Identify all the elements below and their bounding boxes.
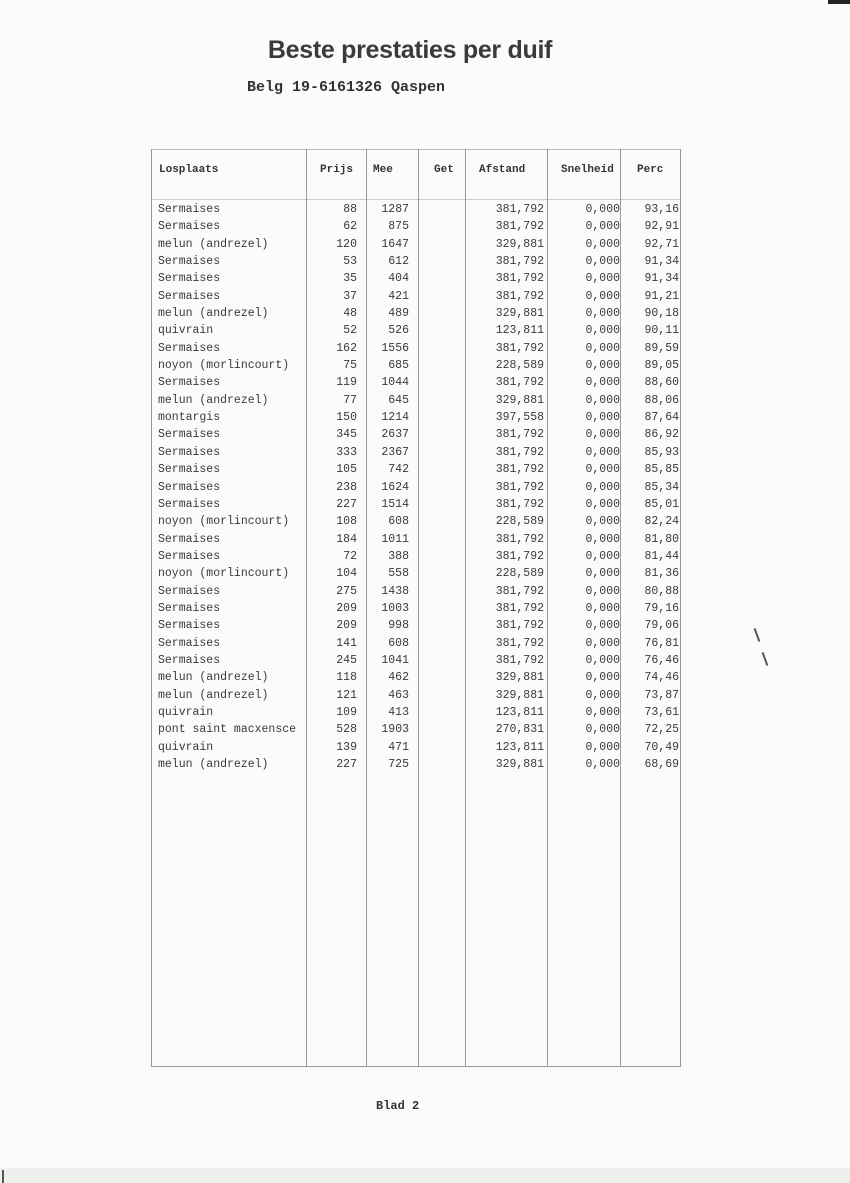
cell-snelheid: 0,000 xyxy=(585,740,620,754)
cell-perc: 80,88 xyxy=(644,584,679,598)
page-title: Beste prestaties per duif xyxy=(267,36,553,64)
pen-mark xyxy=(762,652,769,666)
cell-perc: 91,21 xyxy=(644,289,679,303)
cell-afstand: 228,589 xyxy=(495,567,544,581)
cell-losplaats: Sermaises xyxy=(158,376,221,390)
cell-losplaats: pont saint macxensce xyxy=(158,723,297,737)
cell-mee: 2367 xyxy=(381,445,409,459)
cell-afstand: 381,792 xyxy=(495,255,544,269)
table-row xyxy=(151,706,681,723)
cell-afstand: 381,792 xyxy=(495,463,544,477)
cell-snelheid: 0,000 xyxy=(585,671,620,685)
cell-snelheid: 0,000 xyxy=(585,688,620,702)
header-afstand: Afstand xyxy=(479,164,526,176)
cell-losplaats: Sermaises xyxy=(158,203,221,216)
cell-snelheid: 0,000 xyxy=(585,705,620,719)
cell-perc: 76,46 xyxy=(644,653,679,667)
table-row xyxy=(151,307,681,324)
cell-losplaats: melun (andrezel) xyxy=(158,671,269,685)
cell-mee: 1624 xyxy=(381,480,409,494)
cell-afstand: 381,792 xyxy=(495,619,544,633)
cell-afstand: 381,792 xyxy=(495,445,544,459)
cell-snelheid: 0,000 xyxy=(585,289,620,303)
cell-snelheid: 0,000 xyxy=(585,411,620,425)
cell-losplaats: noyon (morlincourt) xyxy=(158,515,290,529)
cell-prijs: 75 xyxy=(343,359,357,373)
table-row xyxy=(151,498,681,515)
header-mee: Mee xyxy=(373,164,393,176)
cell-prijs: 139 xyxy=(336,740,357,754)
cell-afstand: 329,881 xyxy=(495,393,544,407)
cell-afstand: 329,881 xyxy=(495,237,544,251)
cell-snelheid: 0,000 xyxy=(585,324,620,338)
cell-mee: 645 xyxy=(388,393,409,407)
cell-perc: 68,69 xyxy=(644,758,679,771)
cell-prijs: 150 xyxy=(336,411,357,425)
cell-prijs: 184 xyxy=(336,532,357,546)
cell-losplaats: quivrain xyxy=(158,705,214,719)
pigeon-id-subtitle: Belg 19-6161326 Qaspen xyxy=(247,79,446,96)
cell-prijs: 209 xyxy=(336,619,357,633)
cell-snelheid: 0,000 xyxy=(585,549,620,563)
cell-mee: 1041 xyxy=(381,653,409,667)
cell-mee: 489 xyxy=(388,307,409,321)
cell-prijs: 333 xyxy=(336,445,357,459)
cell-mee: 463 xyxy=(388,688,409,702)
cell-losplaats: Sermaises xyxy=(158,289,221,303)
cell-mee: 558 xyxy=(388,567,409,581)
cell-losplaats: Sermaises xyxy=(158,584,221,598)
cell-mee: 1044 xyxy=(381,376,409,390)
cell-afstand: 381,792 xyxy=(495,584,544,598)
cell-perc: 79,06 xyxy=(644,619,679,633)
cell-perc: 72,25 xyxy=(644,723,679,737)
header-prijs: Prijs xyxy=(320,164,354,176)
cell-losplaats: Sermaises xyxy=(158,463,221,477)
cell-prijs: 245 xyxy=(336,653,357,667)
cell-perc: 89,59 xyxy=(644,341,679,355)
cell-perc: 88,60 xyxy=(644,376,679,390)
cell-mee: 2637 xyxy=(381,428,409,442)
header-get: Get xyxy=(434,164,454,176)
cell-prijs: 120 xyxy=(336,237,357,251)
cell-prijs: 53 xyxy=(343,255,357,269)
cell-prijs: 52 xyxy=(343,324,357,338)
results-table xyxy=(151,149,681,1067)
cell-mee: 608 xyxy=(388,515,409,529)
table-row xyxy=(151,689,681,706)
cell-afstand: 381,792 xyxy=(495,203,544,216)
cell-prijs: 105 xyxy=(336,463,357,477)
cell-mee: 471 xyxy=(388,740,409,754)
cell-afstand: 381,792 xyxy=(495,653,544,667)
cell-mee: 1287 xyxy=(381,203,409,216)
page-number: Blad 2 xyxy=(376,1099,420,1113)
cell-afstand: 123,811 xyxy=(495,740,544,754)
table-row xyxy=(151,602,681,619)
cell-snelheid: 0,000 xyxy=(585,567,620,581)
cell-mee: 1011 xyxy=(381,532,409,546)
cell-losplaats: melun (andrezel) xyxy=(158,758,269,771)
cell-losplaats: Sermaises xyxy=(158,636,221,650)
cell-prijs: 88 xyxy=(343,203,357,216)
cell-afstand: 270,831 xyxy=(495,723,544,737)
cell-perc: 87,64 xyxy=(644,411,679,425)
cell-losplaats: melun (andrezel) xyxy=(158,688,269,702)
cell-afstand: 381,792 xyxy=(495,549,544,563)
table-row xyxy=(151,342,681,359)
cell-prijs: 238 xyxy=(336,480,357,494)
table-row xyxy=(151,411,681,428)
cell-mee: 608 xyxy=(388,636,409,650)
cell-prijs: 119 xyxy=(336,376,357,390)
cell-perc: 90,18 xyxy=(644,307,679,321)
cell-perc: 89,05 xyxy=(644,359,679,373)
cell-afstand: 228,589 xyxy=(495,359,544,373)
cell-afstand: 329,881 xyxy=(495,307,544,321)
table-row xyxy=(151,567,681,584)
cell-mee: 1438 xyxy=(381,584,409,598)
header-losplaats: Losplaats xyxy=(159,164,219,176)
cell-perc: 90,11 xyxy=(644,324,679,338)
table-row xyxy=(151,220,681,237)
cell-mee: 404 xyxy=(388,272,409,286)
cell-perc: 73,61 xyxy=(644,705,679,719)
cell-losplaats: Sermaises xyxy=(158,445,221,459)
cell-snelheid: 0,000 xyxy=(585,255,620,269)
table-row xyxy=(151,238,681,255)
table-bottom-border xyxy=(151,1066,681,1067)
table-row xyxy=(151,619,681,636)
table-row xyxy=(151,463,681,480)
cell-losplaats: Sermaises xyxy=(158,480,221,494)
cell-afstand: 381,792 xyxy=(495,341,544,355)
cell-perc: 85,34 xyxy=(644,480,679,494)
cell-perc: 81,36 xyxy=(644,567,679,581)
cell-mee: 421 xyxy=(388,289,409,303)
cell-afstand: 381,792 xyxy=(495,532,544,546)
cell-snelheid: 0,000 xyxy=(585,619,620,633)
table-row xyxy=(151,637,681,654)
cell-afstand: 123,811 xyxy=(495,705,544,719)
cell-afstand: 381,792 xyxy=(495,220,544,234)
cell-perc: 88,06 xyxy=(644,393,679,407)
cell-perc: 76,81 xyxy=(644,636,679,650)
cell-snelheid: 0,000 xyxy=(585,220,620,234)
cell-prijs: 141 xyxy=(336,636,357,650)
cell-snelheid: 0,000 xyxy=(585,463,620,477)
table-row xyxy=(151,533,681,550)
cell-snelheid: 0,000 xyxy=(585,515,620,529)
cell-snelheid: 0,000 xyxy=(585,653,620,667)
cell-snelheid: 0,000 xyxy=(585,723,620,737)
table-row xyxy=(151,324,681,341)
table-row xyxy=(151,671,681,688)
table-row xyxy=(151,758,681,775)
pen-mark xyxy=(754,628,761,642)
cell-mee: 725 xyxy=(388,758,409,771)
cell-mee: 413 xyxy=(388,705,409,719)
cell-perc: 82,24 xyxy=(644,515,679,529)
cell-mee: 1647 xyxy=(381,237,409,251)
cell-perc: 86,92 xyxy=(644,428,679,442)
cell-perc: 70,49 xyxy=(644,740,679,754)
cell-snelheid: 0,000 xyxy=(585,758,620,771)
cell-losplaats: Sermaises xyxy=(158,220,221,234)
cell-snelheid: 0,000 xyxy=(585,393,620,407)
cell-mee: 875 xyxy=(388,220,409,234)
cell-snelheid: 0,000 xyxy=(585,636,620,650)
cell-prijs: 37 xyxy=(343,289,357,303)
cell-perc: 81,44 xyxy=(644,549,679,563)
table-row xyxy=(151,272,681,289)
scan-left-mark xyxy=(2,1170,4,1183)
cell-losplaats: Sermaises xyxy=(158,428,221,442)
cell-afstand: 397,558 xyxy=(495,411,544,425)
table-top-border xyxy=(151,149,681,150)
table-row xyxy=(151,585,681,602)
table-row xyxy=(151,741,681,758)
cell-prijs: 109 xyxy=(336,705,357,719)
cell-perc: 85,01 xyxy=(644,497,679,511)
cell-mee: 388 xyxy=(388,549,409,563)
table-row xyxy=(151,481,681,498)
scan-corner-mark xyxy=(828,0,850,4)
table-row xyxy=(151,203,681,220)
cell-snelheid: 0,000 xyxy=(585,584,620,598)
cell-perc: 73,87 xyxy=(644,688,679,702)
cell-snelheid: 0,000 xyxy=(585,532,620,546)
cell-perc: 74,46 xyxy=(644,671,679,685)
cell-mee: 1903 xyxy=(381,723,409,737)
table-row xyxy=(151,515,681,532)
cell-snelheid: 0,000 xyxy=(585,376,620,390)
cell-losplaats: quivrain xyxy=(158,324,214,338)
table-row xyxy=(151,654,681,671)
cell-losplaats: Sermaises xyxy=(158,532,221,546)
cell-snelheid: 0,000 xyxy=(585,480,620,494)
cell-mee: 462 xyxy=(388,671,409,685)
cell-afstand: 123,811 xyxy=(495,324,544,338)
cell-perc: 93,16 xyxy=(644,203,679,216)
cell-prijs: 227 xyxy=(336,497,357,511)
cell-snelheid: 0,000 xyxy=(585,497,620,511)
cell-afstand: 381,792 xyxy=(495,272,544,286)
cell-perc: 91,34 xyxy=(644,272,679,286)
cell-afstand: 381,792 xyxy=(495,289,544,303)
cell-losplaats: melun (andrezel) xyxy=(158,237,269,251)
cell-afstand: 381,792 xyxy=(495,601,544,615)
table-row xyxy=(151,550,681,567)
cell-snelheid: 0,000 xyxy=(585,237,620,251)
cell-prijs: 77 xyxy=(343,393,357,407)
cell-losplaats: Sermaises xyxy=(158,497,221,511)
cell-losplaats: Sermaises xyxy=(158,619,221,633)
table-row xyxy=(151,394,681,411)
cell-prijs: 121 xyxy=(336,688,357,702)
cell-losplaats: Sermaises xyxy=(158,272,221,286)
cell-snelheid: 0,000 xyxy=(585,203,620,216)
cell-mee: 612 xyxy=(388,255,409,269)
table-row xyxy=(151,446,681,463)
cell-perc: 91,34 xyxy=(644,255,679,269)
cell-snelheid: 0,000 xyxy=(585,272,620,286)
cell-prijs: 345 xyxy=(336,428,357,442)
cell-losplaats: melun (andrezel) xyxy=(158,307,269,321)
cell-mee: 1556 xyxy=(381,341,409,355)
cell-prijs: 48 xyxy=(343,307,357,321)
header-snelheid: Snelheid xyxy=(561,164,614,176)
cell-prijs: 528 xyxy=(336,723,357,737)
cell-afstand: 381,792 xyxy=(495,480,544,494)
cell-prijs: 108 xyxy=(336,515,357,529)
table-row xyxy=(151,376,681,393)
cell-snelheid: 0,000 xyxy=(585,307,620,321)
cell-perc: 85,85 xyxy=(644,463,679,477)
cell-losplaats: Sermaises xyxy=(158,601,221,615)
cell-prijs: 62 xyxy=(343,220,357,234)
cell-snelheid: 0,000 xyxy=(585,601,620,615)
cell-snelheid: 0,000 xyxy=(585,359,620,373)
cell-prijs: 209 xyxy=(336,601,357,615)
cell-mee: 1514 xyxy=(381,497,409,511)
cell-snelheid: 0,000 xyxy=(585,445,620,459)
cell-afstand: 381,792 xyxy=(495,376,544,390)
cell-prijs: 118 xyxy=(336,671,357,685)
cell-snelheid: 0,000 xyxy=(585,341,620,355)
cell-afstand: 329,881 xyxy=(495,758,544,771)
cell-losplaats: Sermaises xyxy=(158,653,221,667)
cell-losplaats: Sermaises xyxy=(158,341,221,355)
header-perc: Perc xyxy=(637,164,664,176)
cell-afstand: 381,792 xyxy=(495,497,544,511)
cell-perc: 92,91 xyxy=(644,220,679,234)
table-body xyxy=(151,203,681,775)
table-row xyxy=(151,723,681,740)
cell-perc: 81,80 xyxy=(644,532,679,546)
cell-mee: 1003 xyxy=(381,601,409,615)
cell-mee: 685 xyxy=(388,359,409,373)
cell-mee: 742 xyxy=(388,463,409,477)
cell-snelheid: 0,000 xyxy=(585,428,620,442)
cell-mee: 526 xyxy=(388,324,409,338)
cell-losplaats: noyon (morlincourt) xyxy=(158,359,290,373)
cell-losplaats: montargis xyxy=(158,411,221,425)
cell-afstand: 329,881 xyxy=(495,671,544,685)
cell-afstand: 329,881 xyxy=(495,688,544,702)
table-row xyxy=(151,290,681,307)
scan-bottom-band xyxy=(0,1168,850,1183)
cell-afstand: 381,792 xyxy=(495,636,544,650)
cell-prijs: 72 xyxy=(343,549,357,563)
table-header-divider xyxy=(151,199,681,200)
cell-prijs: 104 xyxy=(336,567,357,581)
cell-perc: 85,93 xyxy=(644,445,679,459)
cell-prijs: 35 xyxy=(343,272,357,286)
cell-mee: 998 xyxy=(388,619,409,633)
cell-mee: 1214 xyxy=(381,411,409,425)
cell-losplaats: Sermaises xyxy=(158,255,221,269)
cell-losplaats: melun (andrezel) xyxy=(158,393,269,407)
table-row xyxy=(151,255,681,272)
cell-afstand: 381,792 xyxy=(495,428,544,442)
cell-prijs: 227 xyxy=(336,758,357,771)
cell-perc: 92,71 xyxy=(644,237,679,251)
table-row xyxy=(151,359,681,376)
cell-prijs: 162 xyxy=(336,341,357,355)
cell-prijs: 275 xyxy=(336,584,357,598)
cell-afstand: 228,589 xyxy=(495,515,544,529)
cell-losplaats: Sermaises xyxy=(158,549,221,563)
cell-losplaats: noyon (morlincourt) xyxy=(158,567,290,581)
cell-perc: 79,16 xyxy=(644,601,679,615)
table-row xyxy=(151,428,681,445)
cell-losplaats: quivrain xyxy=(158,740,214,754)
